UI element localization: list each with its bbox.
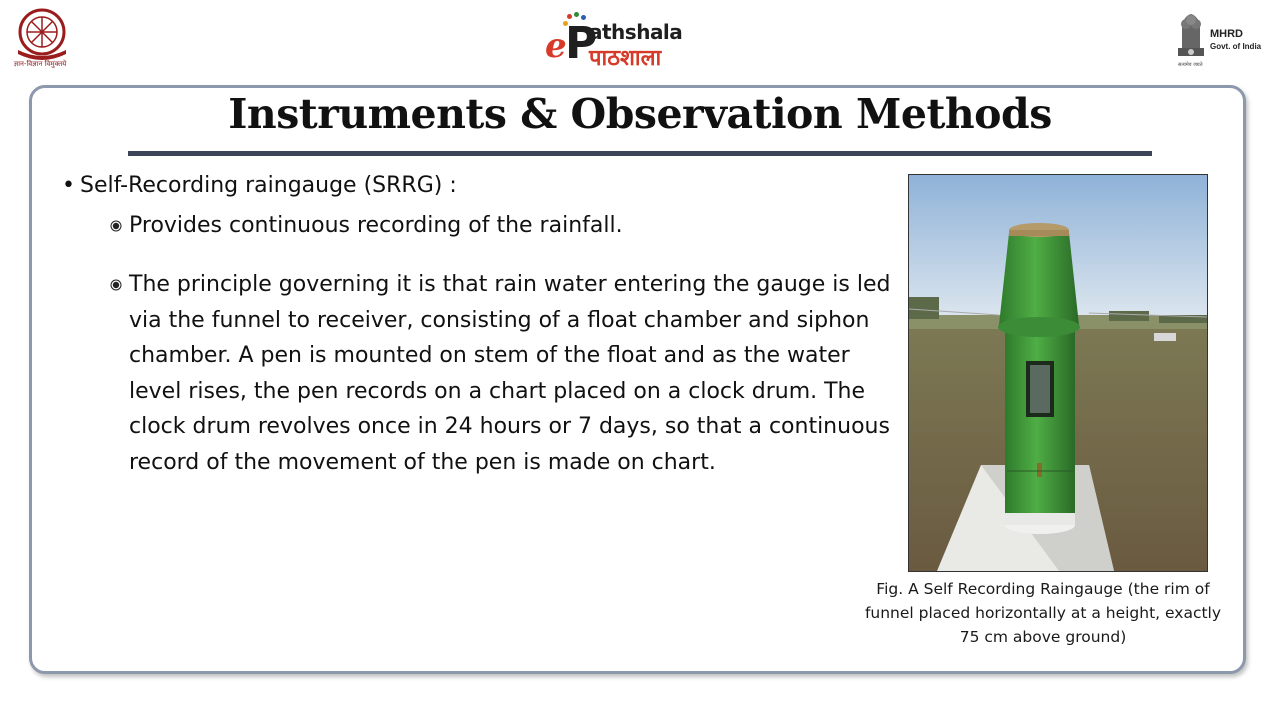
epathshala-english: athshala: [589, 20, 683, 44]
main-bullet: [62, 173, 457, 198]
mhrd-motto: सत्यमेव जयते: [1178, 62, 1203, 68]
sub-bullet-2: [110, 267, 900, 480]
sub-bullet-1: [110, 208, 900, 244]
national-emblem-icon: [1174, 10, 1208, 60]
epathshala-e-mark: e: [545, 26, 567, 66]
sub-bullet-icon: [110, 279, 122, 291]
mhrd-subtitle: Govt. of India: [1210, 42, 1262, 51]
mhrd-logo: [1170, 10, 1270, 70]
bullet-dot-icon: •: [62, 173, 75, 198]
raingauge-photo: [908, 174, 1208, 572]
mhrd-title: MHRD: [1210, 28, 1243, 40]
ugc-emblem-icon: [10, 6, 74, 62]
epathshala-p-mark: P: [565, 18, 598, 69]
title-underline: [128, 151, 1152, 156]
slide-title: Instruments & Observation Methods: [228, 90, 1052, 138]
sub-bullet-icon: [110, 220, 122, 232]
sub-bullet-2-text: The principle governing it is that rain water entering the gauge is led via the funnel to receiver, consisting of a float chamber and siphon chamber. A pen is mounted on stem of the float and as the water level rises, the pen records on a chart placed on a clock drum. The clock drum revolves once in 24 hours or 7 days, so that a continuous record of the movement of the pen is made on chart.: [129, 272, 891, 475]
raingauge-image: [909, 175, 1207, 571]
ugc-motto: ज्ञान-विज्ञान विमुक्तये: [13, 60, 67, 68]
epathshala-logo: [545, 12, 735, 72]
epathshala-hindi: पाठशाला: [589, 46, 662, 71]
sub-bullet-1-text: Provides continuous recording of the rainfall.: [129, 213, 623, 238]
main-bullet-text: Self-Recording raingauge (SRRG) :: [80, 173, 457, 198]
figure-caption: Fig. A Self Recording Raingauge (the rim of funnel placed horizontally at a height, exactly 75 cm above ground): [864, 580, 1222, 646]
